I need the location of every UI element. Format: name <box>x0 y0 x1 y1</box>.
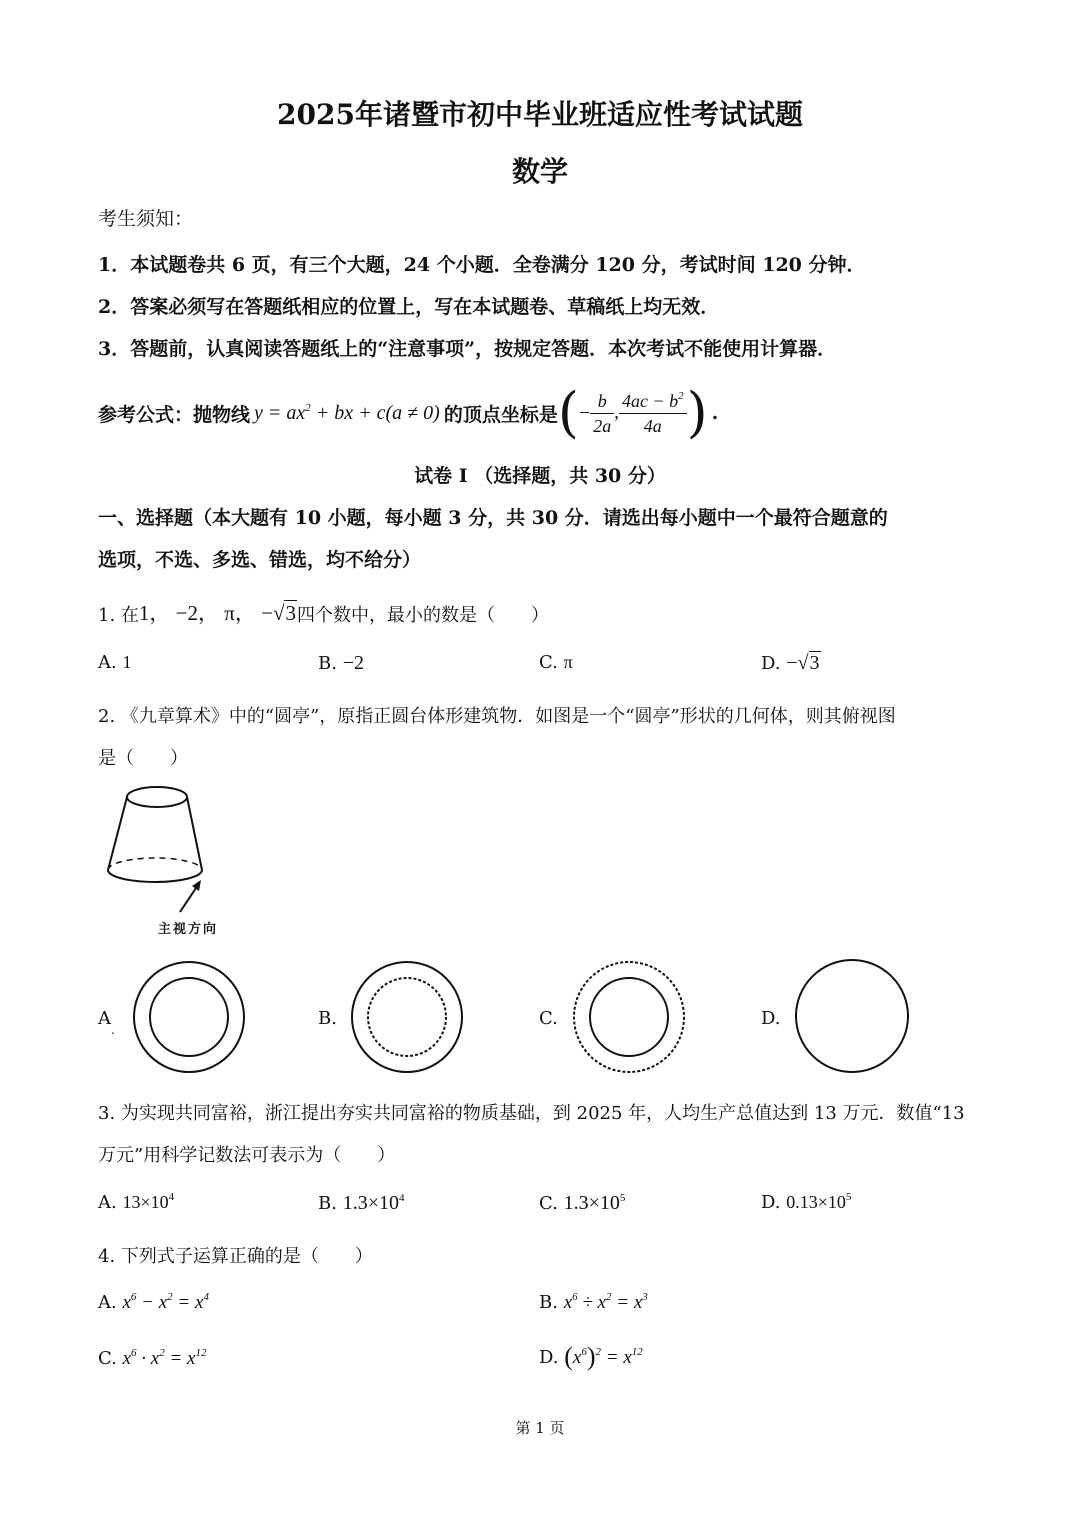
option-label: A. <box>98 1292 117 1313</box>
q4-option-b[interactable] <box>539 1292 648 1314</box>
option-label: B. <box>539 1292 558 1313</box>
notice-heading: 考生须知： <box>98 208 194 230</box>
view-direction-label: 主视方向 <box>158 922 219 937</box>
part1-header: 试卷 I （选择题，共 30 分） <box>414 465 666 487</box>
option-value: $13\times 10^4$ <box>122 1191 175 1212</box>
formula-middle: 的顶点坐标是 <box>443 403 558 426</box>
option-label: C. <box>539 652 558 673</box>
q3-line1: 3. 为实现共同富裕，浙江提出夯实共同富裕的物质基础，到 2025 年，人均生产总值达到 13 万元．数值“13 <box>98 1103 965 1124</box>
option-label: B. <box>318 1193 337 1214</box>
q4-stem: 4. 下列式子运算正确的是（ ） <box>98 1246 373 1267</box>
option-value: −√3 <box>786 652 820 674</box>
notice-item-3: 3．答题前，认真阅读答题纸上的“注意事项”，按规定答题．本次考试不能使用计算器． <box>98 338 837 360</box>
subject-title: 数学 <box>511 155 568 188</box>
option-label: D. <box>761 1192 781 1213</box>
q3-option-c[interactable] <box>539 1192 625 1215</box>
q2-option-a-figure <box>130 958 248 1076</box>
vertex-formula: ( − $\frac{b}{2a}$ , $\frac{4ac - b^2}{4a}$ ) <box>557 381 708 444</box>
q3-option-a[interactable] <box>98 1192 174 1213</box>
option-label: C. <box>539 1008 558 1029</box>
q1-numbers: 1， −2， π， −√3 <box>138 601 296 625</box>
option-label: D. <box>761 653 781 674</box>
exam-title: 2025年诸暨市初中毕业班适应性考试试题 <box>277 98 803 131</box>
q1-option-d[interactable] <box>761 652 821 675</box>
formula-suffix: . <box>711 402 719 424</box>
reference-formula <box>98 378 718 448</box>
q1-suffix: 四个数中，最小的数是（ ） <box>296 605 549 626</box>
q3-option-b[interactable] <box>318 1192 404 1215</box>
q2-option-d-figure <box>792 956 912 1076</box>
option-label: A <box>98 1008 111 1029</box>
q2-line2: 是（ ） <box>98 748 188 769</box>
q2-option-a[interactable]: $A_.$ <box>98 1008 115 1037</box>
q1-prefix: 1. 在 <box>98 605 139 626</box>
q3-line2: 万元”用科学记数法可表示为（ ） <box>98 1145 396 1166</box>
q4-option-a[interactable] <box>98 1292 209 1314</box>
q1-option-a[interactable] <box>98 652 131 673</box>
option-value: $x^6 - x^2 = x^4$ <box>122 1291 209 1313</box>
formula-prefix: 参考公式：抛物线 <box>98 403 251 426</box>
notice-item-2: 2．答案必须写在答题纸相应的位置上，写在本试题卷、草稿纸上均无效． <box>98 296 720 318</box>
option-value: −2 <box>342 652 364 674</box>
option-value: $1.3\times 10^5$ <box>563 1192 626 1214</box>
option-value: 1 <box>122 652 132 672</box>
option-value: $x^6 \div x^2 = x^3$ <box>563 1291 648 1313</box>
option-label: C. <box>98 1348 117 1369</box>
page-number: 第 1 页 <box>515 1419 565 1437</box>
section1-line2: 选项，不选、多选、错选，均不给分） <box>98 549 422 571</box>
option-value: $0.13\times 10^5$ <box>786 1191 852 1212</box>
option-value: $(x^6)^2 = x^{12}$ <box>564 1342 643 1371</box>
q2-option-c-figure <box>570 958 688 1076</box>
option-value: $x^6 \cdot x^2 = x^{12}$ <box>122 1347 207 1369</box>
parabola-equation: $y = ax^2$ + bx + c(a ≠ 0) <box>254 401 440 424</box>
q1-option-b[interactable] <box>318 652 364 675</box>
q2-option-b[interactable] <box>318 1008 337 1029</box>
question-1 <box>98 597 549 627</box>
section1-line1: 一、选择题（本大题有 10 小题，每小题 3 分，共 30 分．请选出每小题中一个最符合题意的 <box>98 507 888 529</box>
notice-item-1: 1．本试题卷共 6 页，有三个大题，24 个小题．全卷满分 120 分，考试时间 120 分钟． <box>98 254 866 276</box>
q2-option-c[interactable] <box>539 1008 558 1029</box>
q1-option-c[interactable] <box>539 652 573 673</box>
option-value: π <box>563 652 573 672</box>
option-label: D. <box>761 1008 781 1029</box>
q4-option-d[interactable] <box>539 1342 643 1372</box>
q2-option-b-figure <box>348 958 466 1076</box>
option-label: A. <box>98 652 117 673</box>
option-label: C. <box>539 1193 558 1214</box>
q2-line1: 2. 《九章算术》中的“圆亭”，原指正圆台体形建筑物．如图是一个“圆亭”形状的几何体，则其俯视图 <box>98 706 896 727</box>
option-label: B. <box>318 1008 337 1029</box>
q4-option-c[interactable] <box>98 1348 206 1370</box>
option-label: A. <box>98 1192 117 1213</box>
option-label: D. <box>539 1347 559 1368</box>
option-label: B. <box>318 653 337 674</box>
q2-option-d[interactable] <box>761 1008 781 1029</box>
q3-option-d[interactable] <box>761 1192 851 1213</box>
option-value: $1.3\times 10^4$ <box>342 1192 405 1214</box>
